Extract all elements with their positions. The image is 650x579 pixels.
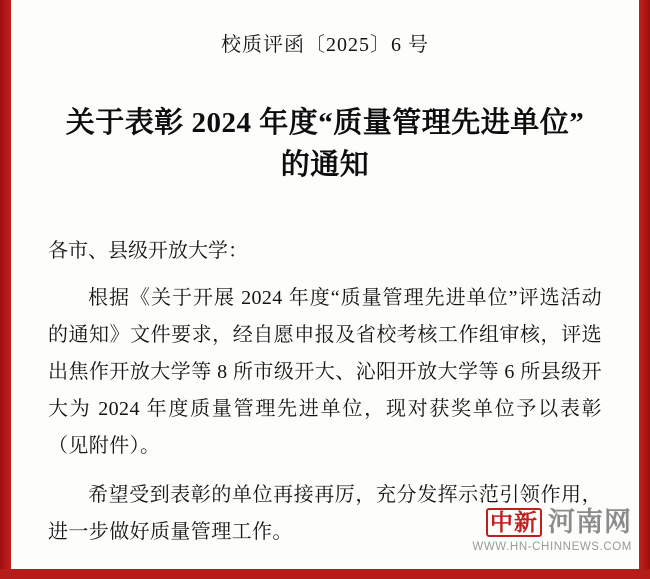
watermark-url: WWW.HN-CHINNEWS.COM — [472, 541, 632, 553]
page-edge-left — [0, 0, 11, 579]
watermark-badge-text: 中新 — [486, 508, 542, 537]
document-title — [48, 102, 602, 186]
watermark-site-name: 河南网 — [548, 507, 632, 537]
title-line-1: 关于表彰 2024 年度“质量管理先进单位” — [65, 107, 585, 139]
salutation: 各市、县级开放大学： — [48, 240, 248, 263]
title-line-2: 的通知 — [280, 149, 370, 182]
page-edge-right — [639, 0, 650, 579]
watermark-logo — [472, 508, 632, 537]
body-paragraph-1: 根据《关于开展 2024 年度“质量管理先进单位”评选活动的通知》文件要求，经自愿申报及省校考核工作组审核，评选出焦作开放大学等 8 所市级开大、沁阳开放大学等 6 所县级开大为 2024 年度质量管理先进单位，现对获奖单位予以表彰（见附件）。 — [48, 287, 602, 458]
watermark — [472, 508, 632, 553]
body-paragraph-2: 希望受到表彰的单位再接再厉，充分发挥示范引领作用，进一步做好质量管理工作。 — [48, 484, 602, 544]
page-bottom-bar — [0, 569, 650, 579]
document-number: 校质评函〔2025〕6 号 — [221, 34, 429, 56]
